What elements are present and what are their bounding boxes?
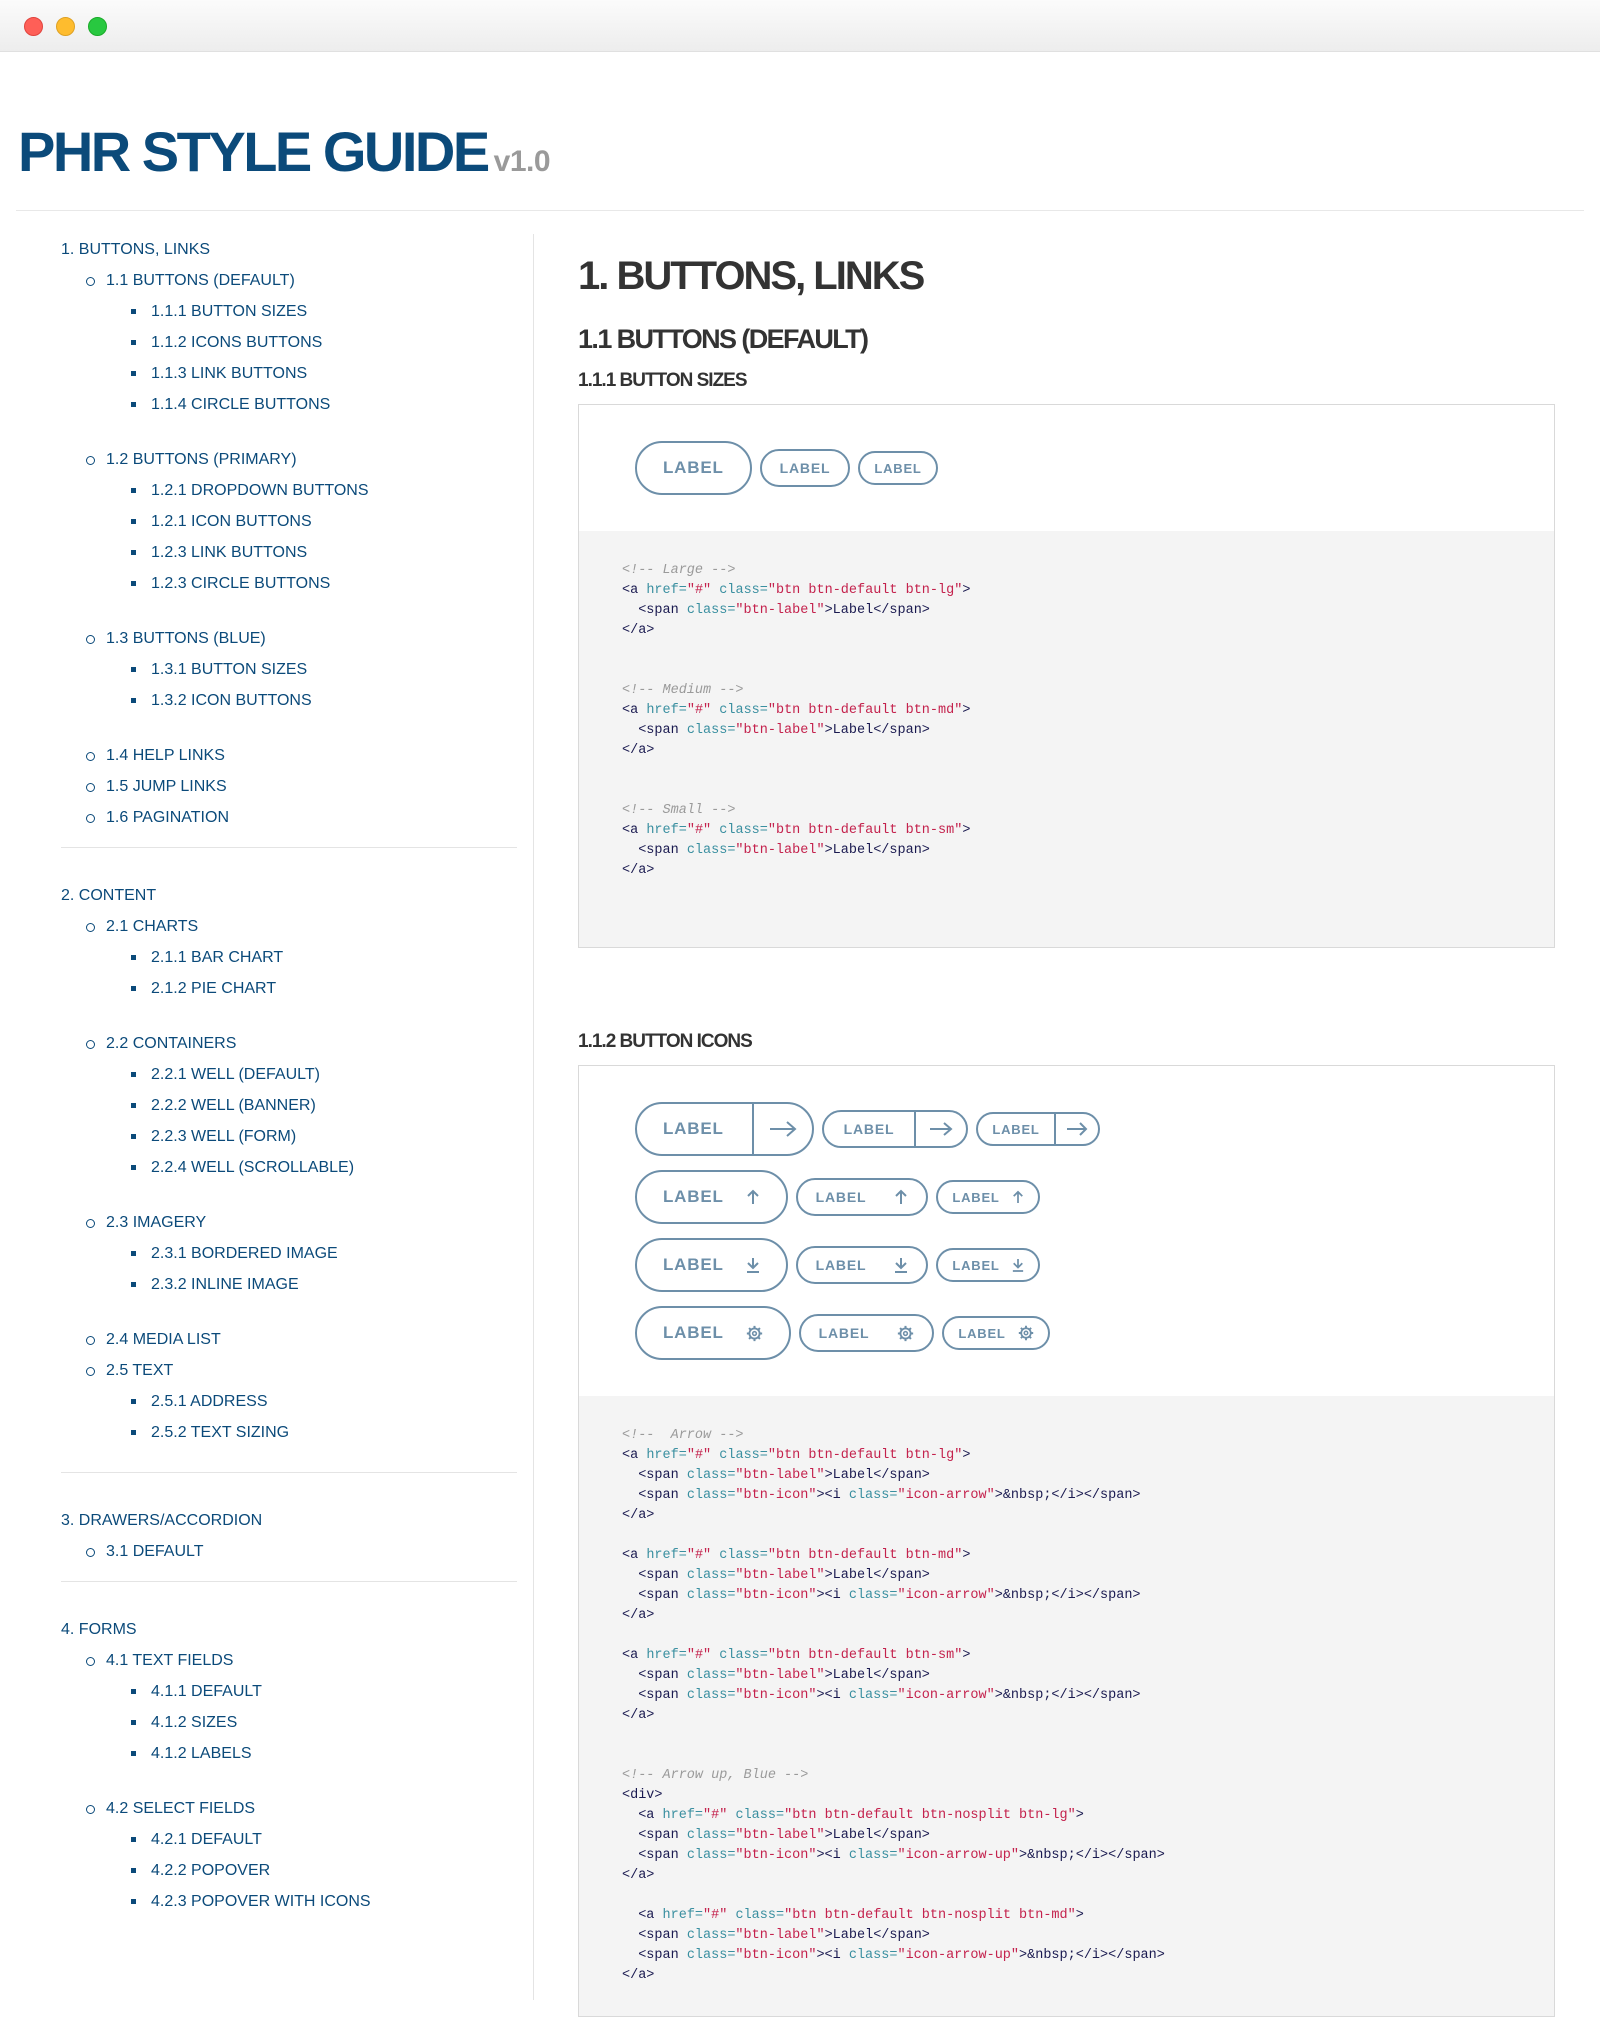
arrow-up-icon [1012,1190,1024,1204]
button-sizes-panel [578,404,1555,948]
download-button-medium[interactable] [796,1246,929,1284]
arrow-up-button-medium[interactable] [796,1178,929,1216]
toc-divider [61,1581,517,1582]
toc-link[interactable]: 2.1.1 BAR CHART [151,949,284,966]
download-button-small[interactable] [936,1248,1039,1282]
button-label: LABEL [815,1257,867,1273]
toc-link[interactable]: 1.1.4 CIRCLE BUTTONS [151,396,331,413]
code-sample: <!-- Large --> <a href="#" class="btn btn-default btn-lg"> <span class="btn-label">Label</span> </a> <!-- Medium --> <a href="#" class="btn btn-default btn-md"> <span class="btn-label">Label</span> </a> <!-- Small --> <a href="#" class="btn btn-default btn-sm"> <span class="btn-label">Label</span> </a> [579,531,1554,947]
label-button-small[interactable]: LABEL [858,451,937,485]
toc-section-2 [61,880,533,1448]
toc-link[interactable]: 4.1.1 DEFAULT [151,1683,262,1700]
download-icon [1012,1258,1024,1272]
button-sizes-demo [579,405,1554,531]
arrow-up-button-large[interactable] [635,1170,788,1224]
maximize-window-button[interactable] [88,17,107,36]
toc-link[interactable]: 1.3 BUTTONS (BLUE) [106,623,533,654]
minimize-window-button[interactable] [56,17,75,36]
code-comment: <!-- Small --> [622,803,736,818]
subsection-heading: 1.1 BUTTONS (DEFAULT) [578,324,868,354]
toc-section-4 [61,1614,533,1917]
button-icons-panel [578,1065,1555,2017]
toc-link[interactable]: 4.2.2 POPOVER [151,1862,271,1879]
toc-link[interactable]: 1.1.1 BUTTON SIZES [151,303,308,320]
toc-link[interactable]: 1.1 BUTTONS (DEFAULT) [106,265,533,296]
toc-section-1 [61,234,533,833]
close-window-button[interactable] [24,17,43,36]
toc-link[interactable]: 4.2.3 POPOVER WITH ICONS [151,1893,371,1910]
download-icon [894,1257,908,1273]
download-button-large[interactable] [635,1238,788,1292]
toc-link[interactable]: 2.5 TEXT [106,1355,533,1386]
toc-link[interactable]: 2.2.2 WELL (BANNER) [151,1097,316,1114]
toc-link[interactable]: 3. DRAWERS/ACCORDION [61,1512,263,1529]
toc-link[interactable]: 1.3.2 ICON BUTTONS [151,692,312,709]
main-content [578,234,1556,2017]
page-title [18,120,551,183]
toc-link[interactable]: 2.4 MEDIA LIST [106,1324,533,1355]
toc-link[interactable]: 2.2.4 WELL (SCROLLABLE) [151,1159,355,1176]
button-label: LABEL [815,1189,867,1205]
button-label: LABEL [952,1189,1000,1205]
toc-link[interactable]: 4. FORMS [61,1621,137,1638]
toc-link[interactable]: 2.1 CHARTS [106,911,533,942]
toc-link[interactable]: 1.2 BUTTONS (PRIMARY) [106,444,533,475]
toc-link[interactable]: 2.5.2 TEXT SIZING [151,1424,290,1441]
window-titlebar [0,0,1600,52]
toc-link[interactable]: 2. CONTENT [61,887,157,904]
button-label: LABEL [818,1325,870,1341]
button-sizes-heading: 1.1.1 BUTTON SIZES [578,370,747,391]
toc-link[interactable]: 1.3.1 BUTTON SIZES [151,661,308,678]
toc-link[interactable]: 2.2.3 WELL (FORM) [151,1128,297,1145]
label-button-medium[interactable]: LABEL [760,449,851,487]
download-icon [746,1257,760,1273]
code-comment: <!-- Arrow up, Blue --> [622,1768,809,1783]
toc-divider [61,1472,517,1473]
toc-link[interactable]: 1.4 HELP LINKS [106,740,533,771]
toc-link[interactable]: 4.1.2 SIZES [151,1714,238,1731]
code-comment: <!-- Large --> [622,563,736,578]
sidebar-toc [0,234,534,2000]
toc-link[interactable]: 1.2.3 CIRCLE BUTTONS [151,575,331,592]
button-label: LABEL [824,1112,917,1146]
toc-link[interactable]: 4.1.2 LABELS [151,1745,252,1762]
button-label: LABEL [663,1187,724,1206]
gear-icon [1018,1325,1034,1341]
section-heading: 1. BUTTONS, LINKS [578,254,924,298]
arrow-up-icon [894,1189,908,1205]
toc-link[interactable]: 2.3.2 INLINE IMAGE [151,1276,299,1293]
toc-link[interactable]: 1.2.1 DROPDOWN BUTTONS [151,482,369,499]
toc-link[interactable]: 2.2.1 WELL (DEFAULT) [151,1066,320,1083]
toc-link[interactable]: 2.3 IMAGERY [106,1207,533,1238]
button-label: LABEL [952,1257,1000,1273]
toc-link[interactable]: 1.6 PAGINATION [106,802,533,833]
toc-link[interactable]: 4.2.1 DEFAULT [151,1831,262,1848]
arrow-button-small[interactable] [976,1112,1099,1146]
arrow-right-icon [1056,1114,1098,1144]
toc-link[interactable]: 2.5.1 ADDRESS [151,1393,268,1410]
toc-divider [61,847,517,848]
site-title: PHR STYLE GUIDE [18,120,488,183]
arrow-button-large[interactable] [635,1102,814,1156]
button-label: LABEL [663,1255,724,1274]
arrow-right-icon [754,1104,812,1154]
header-divider [16,210,1584,211]
code-comment: <!-- Medium --> [622,683,744,698]
button-label: LABEL [637,1104,754,1154]
toc-link[interactable]: 2.3.1 BORDERED IMAGE [151,1245,338,1262]
toc-link[interactable]: 3.1 DEFAULT [106,1536,533,1567]
gear-button-small[interactable] [942,1316,1049,1350]
toc-link[interactable]: 1.2.3 LINK BUTTONS [151,544,308,561]
arrow-right-icon [916,1112,966,1146]
button-icons-demo [579,1066,1554,1396]
button-label: LABEL [978,1114,1055,1144]
toc-link[interactable]: 1.1.3 LINK BUTTONS [151,365,308,382]
code-sample: <!-- Arrow --> <a href="#" class="btn btn-default btn-lg"> <span class="btn-label">Label</span> <span class="btn-icon"><i class="icon-arrow">&nbsp;</i></span> </a> <a href="#" class="btn btn-default btn-md"> <span class="btn-label">Label</span> <span class="btn-icon"><i class="icon-arrow">&nbsp;</i></span> </a> <a href="#" class="btn btn-default btn-sm"> <span class="btn-label">Label</span> <span class="btn-icon"><i class="icon-arrow">&nbsp;</i></span> </a> <!-- Arrow up, Blue --> <div> <a href="#" class="btn btn-default btn-nosplit btn-lg"> <span class="btn-label">Label</span> <span class="btn-icon"><i class="icon-arrow-up">&nbsp;</i></span> </a> <a href="#" class="btn btn-default btn-nosplit btn-md"> <span class="btn-label">Label</span> <span class="btn-icon"><i class="icon-arrow-up">&nbsp;</i></span> </a> [579,1396,1554,2016]
arrow-up-icon [746,1189,760,1205]
toc-section-3 [61,1505,533,1567]
gear-button-medium[interactable] [799,1314,935,1352]
gear-icon [897,1325,914,1342]
toc-link[interactable]: 2.1.2 PIE CHART [151,980,277,997]
button-label: LABEL [958,1325,1006,1341]
toc-link[interactable]: 1. BUTTONS, LINKS [61,241,211,258]
toc-link[interactable]: 1.5 JUMP LINKS [106,771,533,802]
arrow-up-button-small[interactable] [936,1180,1039,1214]
button-label: LABEL [663,1323,724,1342]
gear-icon [746,1325,763,1342]
page-header [0,52,1600,212]
toc-link[interactable]: 1.2.1 ICON BUTTONS [151,513,312,530]
button-icons-heading: 1.1.2 BUTTON ICONS [578,1031,752,1052]
arrow-button-medium[interactable] [822,1110,969,1148]
version-badge: v1.0 [493,145,551,178]
toc-link[interactable]: 4.1 TEXT FIELDS [106,1645,533,1676]
gear-button-large[interactable] [635,1306,791,1360]
label-button-large[interactable]: LABEL [635,441,752,495]
code-comment: <!-- Arrow --> [622,1428,744,1443]
toc-link[interactable]: 4.2 SELECT FIELDS [106,1793,533,1824]
toc-link[interactable]: 2.2 CONTAINERS [106,1028,533,1059]
toc-link[interactable]: 1.1.2 ICONS BUTTONS [151,334,323,351]
